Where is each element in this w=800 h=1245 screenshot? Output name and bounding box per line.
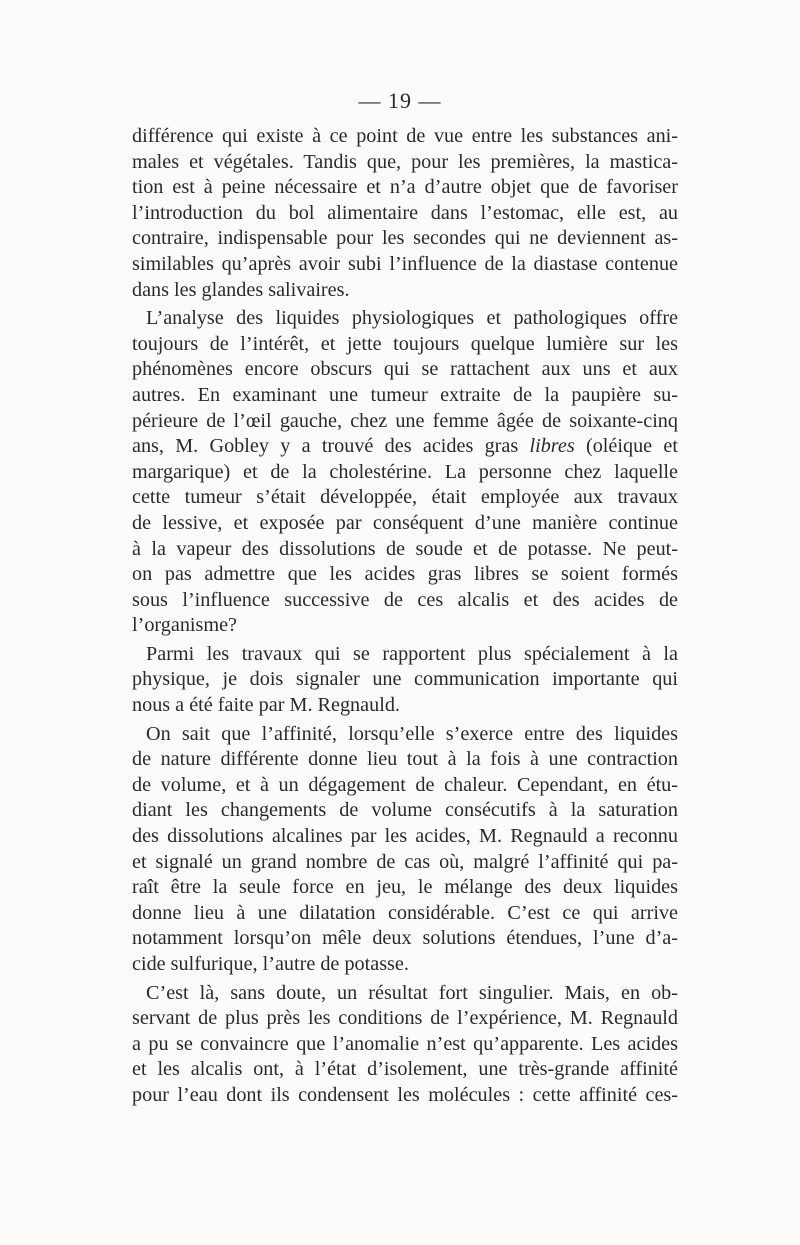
text-line: à la vapeur des dissolutions de soude et de potasse. Ne peut- [132, 537, 678, 560]
text-line: cette tumeur s’était développée, était employée aux travaux [132, 486, 678, 509]
text-line: C’est là, sans doute, un résultat fort singulier. Mais, en ob- [146, 981, 678, 1004]
text-line: tion est à peine nécessaire et n’a d’autre objet que de favoriser [132, 176, 678, 199]
text-line: on pas admettre que les acides gras libres se soient formés [132, 563, 678, 586]
text-line: contraire, indispensable pour les secondes qui ne deviennent as- [132, 227, 678, 250]
text-line: diant les changements de volume consécutifs à la saturation [132, 799, 678, 822]
text-line: nous a été faite par M. Regnauld. [132, 694, 400, 717]
page-number: — 19 — [358, 88, 442, 113]
text-line: pour l’eau dont ils condensent les molécules : cette affinité ces- [132, 1083, 678, 1106]
text-line: phénomènes encore obscurs qui se rattachent aux uns et aux [132, 358, 678, 381]
text-line: males et végétales. Tandis que, pour les premières, la mastica- [132, 150, 678, 173]
text-line: l’introduction du bol alimentaire dans l’estomac, elle est, au [132, 201, 678, 224]
text-line: dans les glandes salivaires. [132, 278, 350, 301]
text-line: physique, je dois signaler une communication importante qui [132, 668, 678, 691]
text-line: autres. En examinant une tumeur extraite de la paupière su- [132, 383, 678, 406]
text-line: On sait que l’affinité, lorsqu’elle s’exerce entre des liquides [146, 722, 678, 745]
text-line: périeure de l’œil gauche, chez une femme âgée de soixante-cinq [132, 409, 678, 432]
text-line: de lessive, et exposée par conséquent d’une manière continue [132, 511, 678, 534]
paragraph-3 [132, 642, 678, 719]
paragraph-1 [132, 124, 678, 303]
text-line: ans, M. Gobley y a trouvé des acides gras libres (oléique et [132, 435, 678, 458]
text-line: différence qui existe à ce point de vue entre les substances ani- [132, 125, 678, 147]
emphasis-text: libres [529, 435, 575, 458]
text-line: notamment lorsqu’on mêle deux solutions étendues, l’une d’a- [132, 927, 678, 950]
text-line: des dissolutions alcalines par les acides, M. Regnauld a reconnu [132, 825, 678, 848]
paragraph-2 [132, 306, 678, 639]
text-line: toujours de l’intérêt, et jette toujours quelque lumière sur les [132, 332, 678, 355]
text-line: et les alcalis ont, à l’état d’isolement, une très-grande affinité [132, 1058, 678, 1081]
text-line: similables qu’après avoir subi l’influence de la diastase contenue [132, 252, 678, 275]
text-line: L’analyse des liquides physiologiques et pathologiques offre [146, 307, 678, 330]
text-line: Parmi les travaux qui se rapportent plus spécialement à la [146, 642, 678, 665]
body-text [132, 124, 678, 1112]
text-line: cide sulfurique, l’autre de potasse. [132, 953, 409, 975]
text-line: a pu se convaincre que l’anomalie n’est qu’apparente. Les acides [132, 1032, 678, 1055]
text-line: servant de plus près les conditions de l’expérience, M. Regnauld [132, 1007, 678, 1030]
text-line: sous l’influence successive de ces alcalis et des acides de [132, 588, 678, 611]
text-line: donne lieu à une dilatation considérable. C’est ce qui arrive [132, 901, 678, 924]
paragraph-5 [132, 981, 678, 1109]
paragraph-4 [132, 722, 678, 978]
text-line: de nature différente donne lieu tout à la fois à une contraction [132, 748, 678, 771]
text-line: raît être la seule force en jeu, le mélange des deux liquides [132, 876, 678, 899]
text-line: et signalé un grand nombre de cas où, malgré l’affinité qui pa- [132, 850, 678, 873]
text-line: de volume, et à un dégagement de chaleur. Cependant, en étu- [132, 773, 678, 796]
text-line: margarique) et de la cholestérine. La personne chez laquelle [132, 460, 678, 483]
text-line: l’organisme? [132, 614, 238, 637]
